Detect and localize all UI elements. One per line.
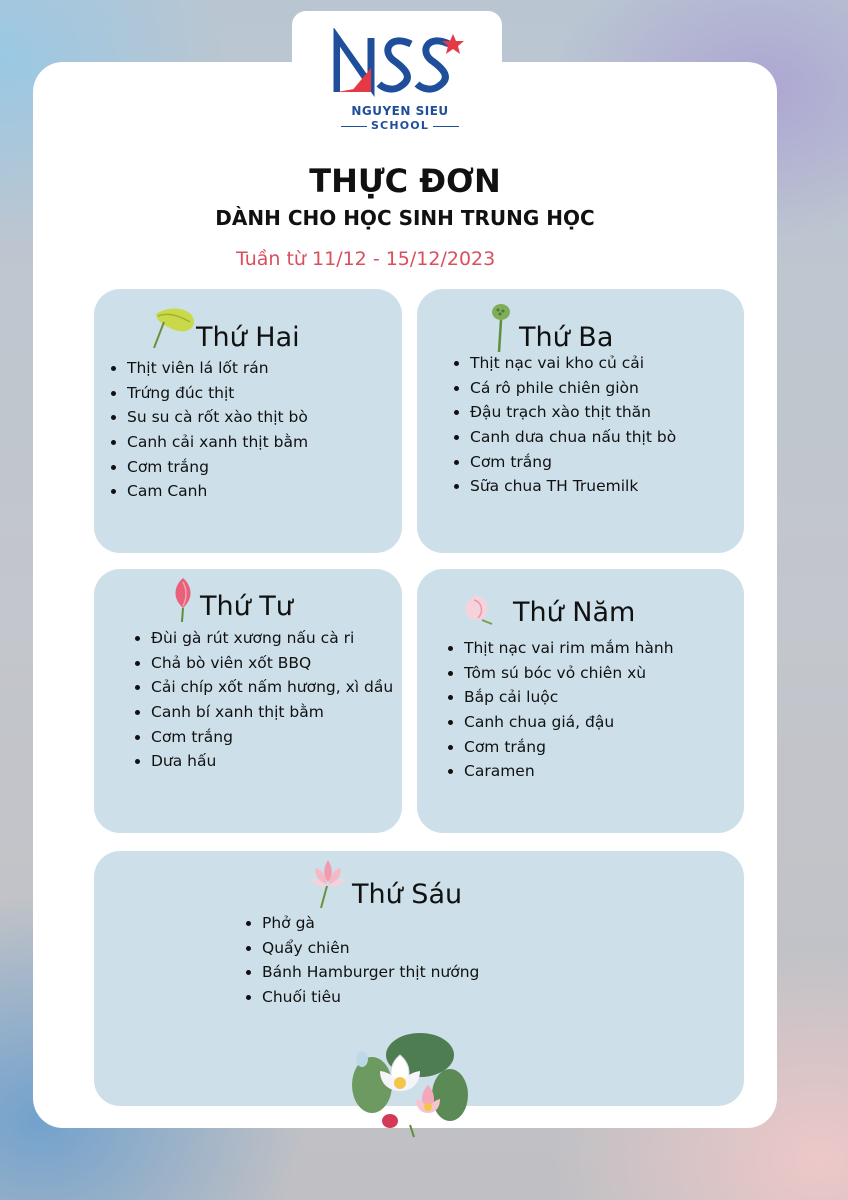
lotus-bouquet-icon <box>350 1025 475 1140</box>
page-subtitle: DÀNH CHO HỌC SINH TRUNG HỌC <box>215 206 595 230</box>
menu-item: • Cơm trắng <box>151 725 393 750</box>
lotus-bloom-icon <box>305 856 351 908</box>
menu-item: • Chuối tiêu <box>262 985 479 1010</box>
lotus-flower-icon <box>458 592 496 626</box>
menu-item: • Cam Canh <box>127 479 308 504</box>
menu-item: • Dưa hấu <box>151 749 393 774</box>
page-title: THỰC ĐƠN <box>309 162 501 200</box>
lotus-bud-icon <box>168 576 198 622</box>
menu-item: • Caramen <box>464 759 674 784</box>
menu-list-friday <box>240 911 479 1010</box>
menu-list-tuesday <box>448 351 676 499</box>
menu-item: • Canh chua giá, đậu <box>464 710 674 735</box>
menu-item: • Chả bò viên xốt BBQ <box>151 651 393 676</box>
menu-item: • Thịt nạc vai rim mắm hành <box>464 636 674 661</box>
logo-line2: SCHOOL <box>320 119 480 132</box>
menu-list-thursday <box>442 636 674 784</box>
menu-item: • Tôm sú bóc vỏ chiên xù <box>464 661 674 686</box>
menu-item: • Trứng đúc thịt <box>127 381 308 406</box>
menu-list-monday <box>105 356 308 504</box>
day-title-wednesday: Thứ Tư <box>200 591 293 622</box>
day-title-tuesday: Thứ Ba <box>519 322 614 353</box>
menu-item: • Canh dưa chua nấu thịt bò <box>470 425 676 450</box>
week-range: Tuần từ 11/12 - 15/12/2023 <box>236 248 496 270</box>
menu-item: • Bánh Hamburger thịt nướng <box>262 960 479 985</box>
menu-item: • Cải chíp xốt nấm hương, xì dầu <box>151 675 393 700</box>
menu-list-wednesday <box>129 626 393 774</box>
menu-item: • Cơm trắng <box>464 735 674 760</box>
menu-item: • Thịt viên lá lốt rán <box>127 356 308 381</box>
menu-item: • Canh bí xanh thịt bằm <box>151 700 393 725</box>
menu-item: • Canh cải xanh thịt bằm <box>127 430 308 455</box>
menu-item: • Đậu trạch xào thịt thăn <box>470 400 676 425</box>
lotus-leaf-icon <box>150 304 198 348</box>
menu-item: • Cơm trắng <box>470 450 676 475</box>
day-title-friday: Thứ Sáu <box>352 879 463 910</box>
logo-line1: NGUYEN SIEU <box>351 104 449 118</box>
menu-item: • Phở gà <box>262 911 479 936</box>
day-title-monday: Thứ Hai <box>196 322 300 353</box>
menu-item: • Bắp cải luộc <box>464 685 674 710</box>
day-title-thursday: Thứ Năm <box>513 597 636 628</box>
menu-item: • Cá rô phile chiên giòn <box>470 376 676 401</box>
lotus-pod-icon <box>488 302 514 352</box>
menu-item: • Đùi gà rút xương nấu cà ri <box>151 626 393 651</box>
menu-item: • Su su cà rốt xào thịt bò <box>127 405 308 430</box>
menu-item: • Thịt nạc vai kho củ cải <box>470 351 676 376</box>
menu-item: • Quẩy chiên <box>262 936 479 961</box>
menu-item: • Sữa chua TH Truemilk <box>470 474 676 499</box>
menu-item: • Cơm trắng <box>127 455 308 480</box>
